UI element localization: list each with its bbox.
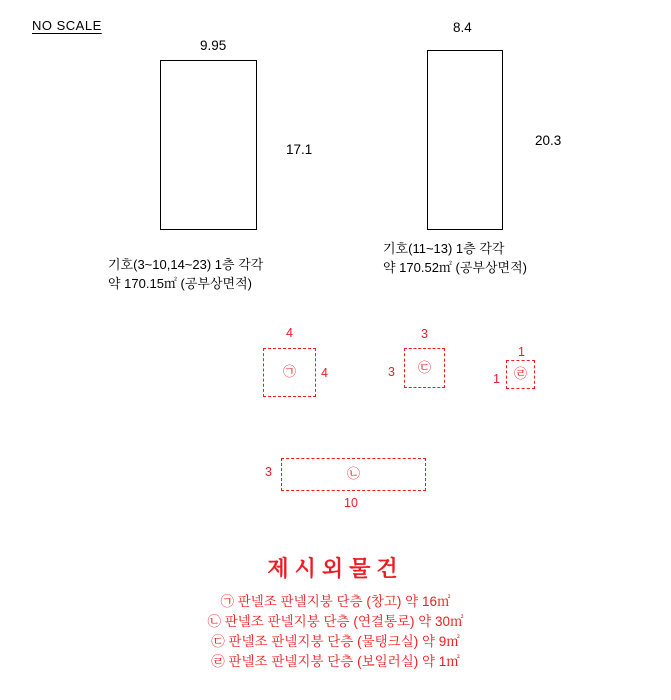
no-scale-label: NO SCALE xyxy=(32,18,102,33)
annex-outline-c xyxy=(404,348,445,388)
list-item: ㉠ 판넬조 판넬지붕 단층 (창고) 약 16㎡ xyxy=(220,594,451,609)
annex-b-bottom-dimension: 10 xyxy=(344,496,358,510)
annex-mark-b: ㉡ xyxy=(346,467,360,482)
caption-left xyxy=(108,255,263,293)
list-item: ㉢ 판넬조 판넬지붕 단층 (물탱크실) 약 9㎡ xyxy=(211,634,460,649)
caption-right-line2: 약 170.52㎡ (공부상면적) xyxy=(383,260,527,275)
caption-left-line1: 기호(3~10,14~23) 1층 각각 xyxy=(108,257,264,272)
annex-outline-d xyxy=(506,360,535,389)
annex-c-top-dimension: 3 xyxy=(421,327,428,341)
legend-list xyxy=(0,592,671,672)
dimension-right-height: 20.3 xyxy=(535,133,562,148)
dimension-left-height: 17.1 xyxy=(286,142,313,157)
building-outline-left xyxy=(160,60,257,230)
caption-right-line1: 기호(11~13) 1층 각각 xyxy=(383,241,505,256)
annex-d-top-dimension: 1 xyxy=(518,345,525,359)
dimension-right-width: 8.4 xyxy=(453,20,472,35)
annex-d-left-dimension: 1 xyxy=(493,372,500,386)
annex-b-left-dimension: 3 xyxy=(265,465,272,479)
annex-c-left-dimension: 3 xyxy=(388,365,395,379)
annex-mark-c: ㉢ xyxy=(417,360,431,376)
annex-mark-a: ㉠ xyxy=(282,365,296,380)
annex-a-right-dimension: 4 xyxy=(321,366,328,380)
caption-left-line2: 약 170.15㎡ (공부상면적) xyxy=(108,276,252,291)
dimension-left-width: 9.95 xyxy=(200,38,227,53)
annex-outline-a xyxy=(263,348,316,397)
annex-outline-b xyxy=(281,458,426,491)
legend-title: 제시외물건 xyxy=(267,556,404,581)
caption-right xyxy=(383,239,527,277)
building-outline-right xyxy=(427,50,503,230)
annex-a-top-dimension: 4 xyxy=(286,326,293,340)
annex-mark-d: ㉣ xyxy=(513,367,527,382)
list-item: ㉣ 판넬조 판넬지붕 단층 (보일러실) 약 1㎡ xyxy=(211,654,460,669)
list-item: ㉡ 판넬조 판넬지붕 단층 (연결통로) 약 30㎡ xyxy=(207,614,464,629)
